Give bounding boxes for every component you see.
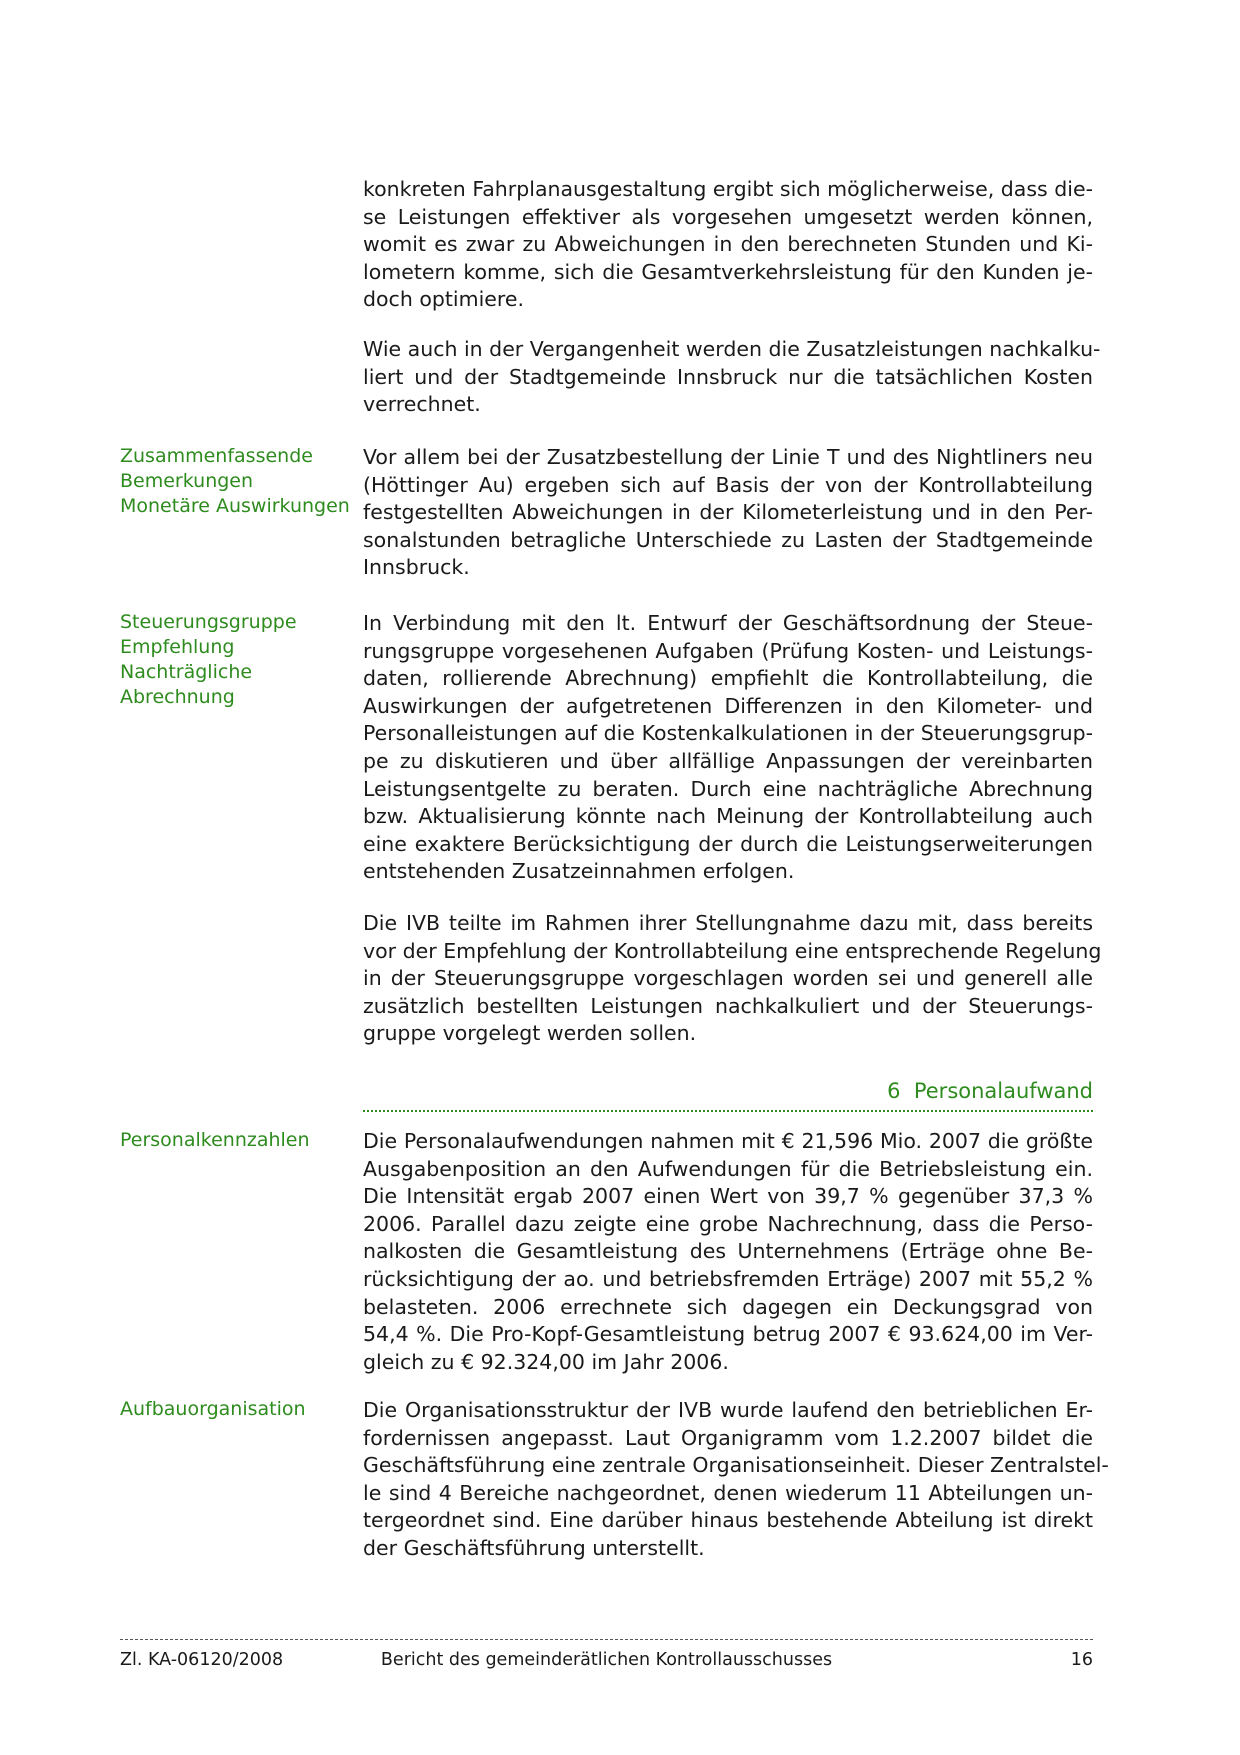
margin-note-line: Aufbauorganisation [120,1398,306,1420]
footer-title: Bericht des gemeinderätlichen Kontrollausschusses [380,1650,833,1670]
text-line: Ausgabenposition an den Aufwendungen für die Betriebsleistung ein. [363,1156,1093,1181]
text-line: 54,4 %. Die Pro-Kopf-Gesamtleistung betrug 2007 € 93.624,00 im Ver- [363,1322,1093,1347]
margin-note-line: Steuerungsgruppe [120,611,297,633]
footer-reference: Zl. KA-06120/2008 [120,1650,284,1670]
paragraph-fahrplan [363,176,1093,314]
margin-note-aufbauorganisation [120,1397,360,1422]
text-line: Leistungsentgelte zu beraten. Durch eine nachträgliche Abrechnung [363,776,1093,801]
paragraph-text [363,1128,1093,1376]
text-line: festgestellten Abweichungen in der Kilometerleistung und in den Per- [363,500,1093,525]
text-line: rücksichtigung der ao. und betriebsfremden Erträge) 2007 mit 55,2 % [363,1266,1093,1291]
section-heading [363,1077,1093,1105]
text-line: sonalstunden betragliche Unterschiede zu Lasten der Stadtgemeinde [363,527,1093,552]
text-line: le sind 4 Bereiche nachgeordnet, denen wiederum 11 Abteilungen un- [363,1480,1093,1505]
text-line: zusätzlich bestellten Leistungen nachkalkuliert und der Steuerungs- [363,993,1093,1018]
text-line: eine exaktere Berücksichtigung der durch die Leistungserweiterungen [363,831,1093,856]
paragraph-zusatzbestellung [363,444,1093,582]
text-line: in der Steuerungsgruppe vorgeschlagen worden sei und generell alle [363,966,1093,991]
text-line: Personalleistungen auf die Kostenkalkulationen in der Steuerungsgrup- [363,721,1093,746]
paragraph-text [363,1397,1109,1563]
text-line: (Höttinger Au) ergeben sich auf Basis der von der Kontrollabteilung [363,472,1093,497]
text-line: Die Intensität ergab 2007 einen Wert von 39,7 % gegenüber 37,3 % [363,1184,1093,1209]
paragraph-text [363,444,1093,582]
text-line: fordernissen angepasst. Laut Organigramm vom 1.2.2007 bildet die [363,1425,1093,1450]
text-line: tergeordnet sind. Eine darüber hinaus bestehende Abteilung ist direkt [363,1508,1093,1533]
section-title: Personalaufwand [913,1079,1093,1103]
paragraph-text [363,176,1093,314]
text-line: rungsgruppe vorgesehenen Aufgaben (Prüfung Kosten- und Leistungs- [363,638,1093,663]
text-line: Wie auch in der Vergangenheit werden die Zusatzleistungen nachkalku- [363,337,1101,361]
text-line: daten, rollierende Abrechnung) empfiehlt die Kontrollabteilung, die [363,666,1093,691]
margin-note-line: Monetäre Auswirkungen [120,495,350,517]
text-line: nalkosten die Gesamtleistung des Unternehmens (Erträge ohne Be- [363,1239,1093,1264]
paragraph-text [363,610,1093,886]
text-line: Innsbruck. [363,555,470,580]
page-number: 16 [1070,1650,1093,1670]
paragraph-text [363,910,1102,1048]
text-line: Auswirkungen der aufgetretenen Differenzen in den Kilometer- und [363,693,1093,718]
text-line: verrechnet. [363,392,481,417]
paragraph-personalaufwendungen [363,1128,1093,1376]
margin-note-line: Empfehlung [120,636,235,658]
text-line: Die IVB teilte im Rahmen ihrer Stellungnahme dazu mit, dass bereits [363,911,1093,935]
text-line: entstehenden Zusatzeinnahmen erfolgen. [363,859,795,884]
text-line: gruppe vorgelegt werden sollen. [363,1021,697,1046]
text-line: se Leistungen effektiver als vorgesehen umgesetzt werden können, [363,204,1093,229]
paragraph-organisationsstruktur [363,1397,1109,1563]
margin-note-steuerungsgruppe [120,610,360,710]
text-line: 2006. Parallel dazu zeigte eine grobe Nachrechnung, dass die Perso- [363,1211,1093,1236]
section-number: 6 [887,1079,901,1103]
text-line: Die Personalaufwendungen nahmen mit € 21,596 Mio. 2007 die größte [363,1129,1093,1153]
text-line: In Verbindung mit den lt. Entwurf der Geschäftsordnung der Steue- [363,611,1093,635]
paragraph-text [363,336,1101,419]
text-line: gleich zu € 92.324,00 im Jahr 2006. [363,1349,729,1374]
margin-note-zusammenfassende-bemerkungen [120,444,360,519]
text-line: Vor allem bei der Zusatzbestellung der Linie T und des Nightliners neu [363,445,1093,469]
text-line: Geschäftsführung eine zentrale Organisationseinheit. Dieser Zentralstel- [363,1453,1109,1478]
text-line: pe zu diskutieren und über allfällige Anpassungen der vereinbarten [363,748,1093,773]
margin-note-line: Zusammenfassende [120,445,313,467]
text-line: vor der Empfehlung der Kontrollabteilung eine entsprechende Regelung [363,938,1102,963]
margin-note-line: Bemerkungen [120,470,254,492]
paragraph-empfehlung [363,610,1093,886]
margin-note-line: Abrechnung [120,686,235,708]
text-line: bzw. Aktualisierung könnte nach Meinung der Kontrollabteilung auch [363,804,1093,829]
text-line: Die Organisationsstruktur der IVB wurde laufend den betrieblichen Er- [363,1398,1093,1422]
text-line: der Geschäftsführung unterstellt. [363,1535,705,1560]
text-line: womit es zwar zu Abweichungen in den berechneten Stunden und Ki- [363,232,1093,257]
text-line: lometern komme, sich die Gesamtverkehrsleistung für den Kunden je- [363,259,1093,284]
section-divider [363,1110,1093,1112]
margin-note-personalkennzahlen [120,1128,360,1153]
margin-note-line: Nachträgliche [120,661,253,683]
paragraph-stellungnahme [363,910,1102,1048]
text-line: konkreten Fahrplanausgestaltung ergibt sich möglicherweise, dass die- [363,177,1093,201]
footer-divider [120,1639,1093,1640]
text-line: doch optimiere. [363,287,525,312]
text-line: belasteten. 2006 errechnete sich dagegen ein Deckungsgrad von [363,1294,1093,1319]
text-line: liert und der Stadtgemeinde Innsbruck nur die tatsächlichen Kosten [363,364,1093,389]
paragraph-nachkalkulation [363,336,1101,419]
margin-note-line: Personalkennzahlen [120,1129,310,1151]
